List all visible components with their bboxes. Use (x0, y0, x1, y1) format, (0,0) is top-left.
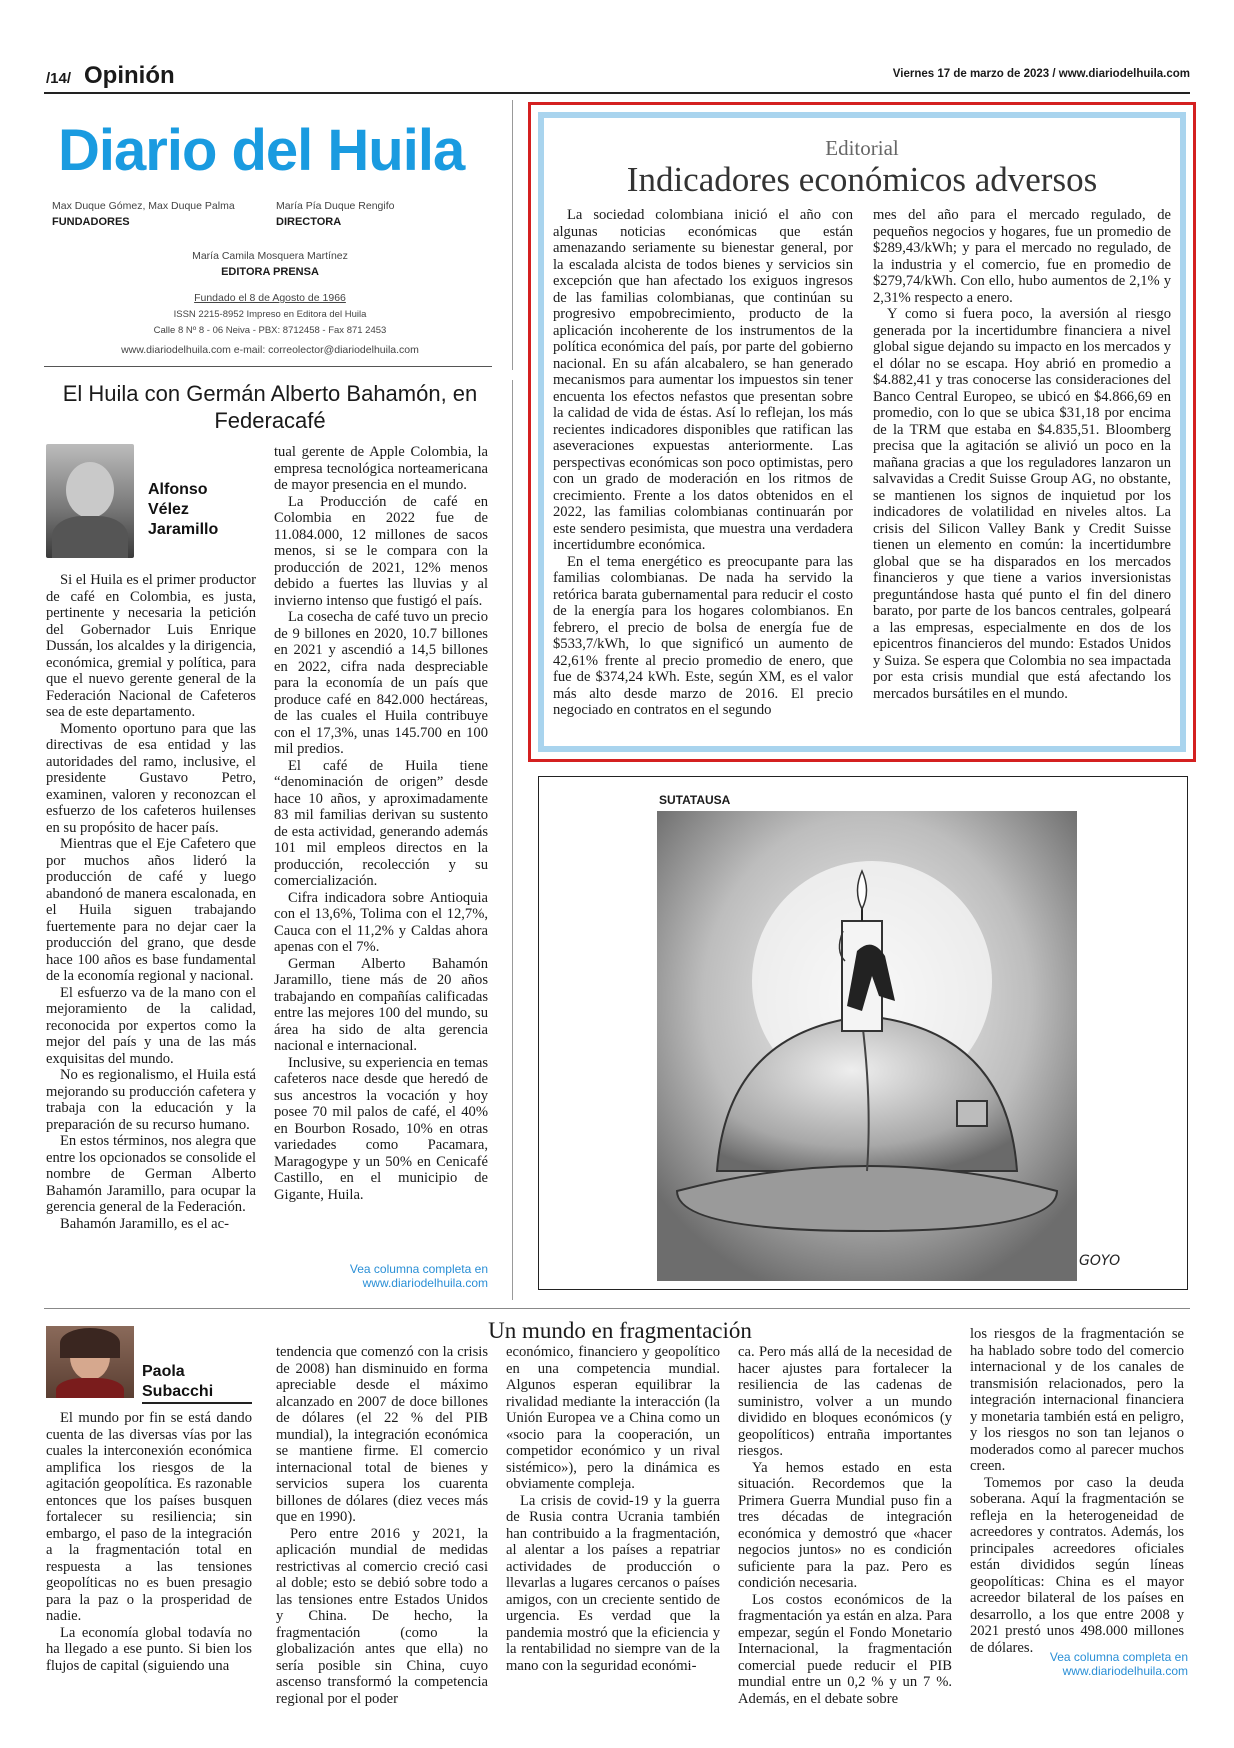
founders-names: Max Duque Gómez, Max Duque Palma (52, 200, 235, 212)
paragraph: Cifra indicadora sobre Antioquia con el 13,6%, Tolima con el 12,7%, Cauca con el 11,2% y Caldas ahora apenas con el 7%. (274, 889, 488, 955)
column-title: Un mundo en fragmentación (488, 1318, 752, 1343)
column2-text-3 (506, 1344, 720, 1674)
paragraph: Inclusive, su experiencia en temas cafeteros nace desde que heredó de sus ancestros la vocación y hoy posee 70 mil palos de café, el 40% en Bourbon Rosado, 10% en otras variedades como Pacamara, Maragogype y un 50% en Cenicafé Castillo, en el municipio de Gigante, Huila. (274, 1054, 488, 1203)
masthead-rule (44, 366, 492, 367)
read-more-link[interactable]: Vea columna completa en www.diariodelhuila.com (1049, 1650, 1188, 1678)
editorial-column-2 (873, 207, 1171, 702)
paragraph: mes del año para el mercado regulado, de pequeños negocios y hogares, fue un promedio de $289,43/kWh; y para el mercado no regulado, de la industria y el comercio, fue en promedio de $279,74/kWh. Con ello, hubo aumentos de 2,1% y 2,31% respecto a enero. (873, 207, 1171, 306)
cartoonist-signature: GOYO (1079, 1253, 1121, 1269)
cartoon-frame (538, 776, 1188, 1290)
paragraph: ca. Pero más allá de la necesidad de hacer ajustes para fortalecer la resiliencia de las cadenas de suministro, volver a un mundo dividido en bloques económicos (y geopolíticos) entraña importantes riesgos. (738, 1344, 952, 1459)
paragraph: En el tema energético es preocupante para las familias colombianas. De nada ha servido la retórica barata gubernamental para reducir el costo de la energía para los hogares colombianos. En febrero, el precio de bolsa de energía fue de $533,7/kWh, lo que significó un aumento de 42,61% frente al precio promedio de enero, que fue de $374,24 kWh. Este, según XM, es el valor más alto desde marzo de 2016. El precio negociado en contratos en el segundo (553, 553, 853, 718)
paragraph: los riesgos de la fragmentación se ha hablado sobre todo del comercio internacional y de los canales de transmisión relacionados, pero la integración internacional financiera y monetaria también está en peligro, y los riesgos no son tan lejanos o moderados como al parecer muchos creen. (970, 1326, 1184, 1474)
column2-text-2 (276, 1344, 488, 1707)
paragraph: No es regionalismo, el Huila está mejorando su producción cafetera y trabaja con la educación y la preparación de su recurso humano. (46, 1067, 256, 1133)
paragraph: La cosecha de café tuvo un precio de 9 billones en 2020, 10.7 billones en 2021 y ascendió a 14,5 billones en 2022, cifra nada despreciable para la economía de un país que produce café en 842.000 hectáreas, de las cuales el Huila contribuye con el 17,3%, unas 145.700 en 100 mil predios. (274, 609, 488, 757)
cartoon-label: SUTATAUSA (659, 793, 731, 807)
section-rule (44, 1308, 1190, 1309)
page-number: /14/ (46, 70, 72, 87)
paragraph: La sociedad colombiana inició el año con algunas noticias económicas que están amenazando seriamente su bienestar general, por la escalada alcista de todos bienes y servicios sin excepción que han afectado los exiguos ingresos de las familias colombianas, que continúan su progresivo empobrecimiento, producto de la aplicación incoherente de los instrumentos de la política económica del país, por parte del gobierno nacional. En su afán alcabalero, se han generado mecanismos para aumentar los impuestos sin tener encuenta los efectos nefastos que presentan sobre la calidad de vida de éstas. Así lo reflejan, los más recientes indicadores disponibles que ratifican las aseveraciones expuestas anteriormente. Las perspectivas económicas son poco optimistas, pero con un grado de moderación en los ritmos de crecimiento. Frente a los datos obtenidos en el 2022, las familias colombianas continuarán por este sendero pesimista, que muestra una verdadera incertidumbre económica. (553, 207, 853, 553)
column1-text-a (46, 572, 256, 1232)
paragraph: La economía global todavía no ha llegado a ese punto. Si bien los flujos de capital (siguiendo una (46, 1624, 252, 1674)
header-rule (44, 92, 1190, 94)
paragraph: En estos términos, nos alegra que entre los opcionados se consolide el nombre de German Alberto Bahamón Jaramillo, para ocupar la gerencia general de la Federación. (46, 1133, 256, 1215)
editorial-column-1 (553, 207, 853, 719)
paragraph: El esfuerzo va de la mano con el mejoramiento de la calidad, reconocida por expertos como la mejor del país y una de las más exquisitas del mundo. (46, 984, 256, 1067)
cartoon-illustration (657, 811, 1077, 1281)
director-label: DIRECTORA (276, 216, 342, 228)
date-site: Viernes 17 de marzo de 2023 / www.diariodelhuila.com (892, 68, 1190, 80)
contact: www.diariodelhuila.com e-mail: correolector@diariodelhuila.com (121, 344, 419, 356)
column-title: El Huila con Germán Alberto Bahamón, en Federacafé (62, 381, 478, 433)
paragraph: Ya hemos estado en esta situación. Recordemos que la Primera Guerra Mundial puso fin a tres décadas de integración económica y demostró que «hacer negocios juntos» no es condición suficiente para la paz. Pero es condición necesaria. (738, 1459, 952, 1591)
paragraph: Pero entre 2016 y 2021, la aplicación mundial de medidas restrictivas al comercio creció casi al doble; esto se debió sobre todo a las tensiones entre Estados Unidos y China. De hecho, la fragmentación (como la globalización antes que ella) no sería posible sin China, cuyo ascenso transformó la competencia regional por el poder (276, 1525, 488, 1707)
section-title: Opinión (84, 62, 175, 89)
column1-text-b (274, 444, 488, 1203)
paragraph: Mientras que el Eje Cafetero que por muchos años lideró la producción de café y luego abandonó de manera escalonada, en el Huila siguen trabajando fuertemente para no dejar caer la producción del grano, que desde hace 100 años es base fundamental de la economía regional y nacional. (46, 836, 256, 984)
founders-label: FUNDADORES (52, 216, 130, 228)
paragraph: Si el Huila es el primer productor de café en Colombia, es justa, pertinente y necesaria la petición del Gobernador Luis Enrique Dussán, los alcaldes y la dirigencia, económica, gremial y política, para que el nuevo gerente general de la Federación Nacional de Cafeteros sea de este departamento. (46, 572, 256, 720)
column2-text-1 (46, 1410, 252, 1674)
masthead-divider (512, 100, 513, 370)
founded-date: Fundado el 8 de Agosto de 1966 (194, 292, 346, 304)
author-photo (46, 1326, 134, 1398)
paragraph: El café de Huila tiene “denominación de origen” desde hace 10 años, y aproximadamente 83 mil familias derivan su sustento de esta actividad, generando además 101 mil empleos directos en la producción, recolección y su comercialización. (274, 757, 488, 889)
address: Calle 8 Nº 8 - 06 Neiva - PBX: 8712458 - Fax 871 2453 (153, 325, 387, 336)
paragraph: La Producción de café en Colombia en 2022 fue de 11.084.000, 12 millones de sacos menos, si se le compara con la producción de 2021, 12% menos debido a fuertes las lluvias y al invierno intenso que fustigó el país. (274, 493, 488, 609)
editorial-title: Indicadores económicos adversos (626, 160, 1098, 199)
paragraph: tendencia que comenzó con la crisis de 2008) han disminuido en forma apreciable desde el máximo alcanzado en 2007 de doce billones de dólares (el 22 % del PIB mundial), la integración económica se mantiene firme. El comercio internacional total de bienes y servicios supera los cuarenta billones de dólares (diez veces más que en 1990). (276, 1344, 488, 1525)
director-name: María Pía Duque Rengifo (276, 200, 395, 212)
author-name: Alfonso Vélez Jaramillo (148, 481, 219, 538)
paragraph: El mundo por fin se está dando cuenta de las diversas vías por las cuales la interconexión económica amplifica los riesgos de la agitación geopolítica. Es razonable entonces que los países busquen fortalecer su resiliencia; sin embargo, el paso de la integración a la fragmentación total en respuesta a las tensiones geopolíticas no es buen presagio para la paz o la prosperidad de nadie. (46, 1410, 252, 1624)
editor-label: EDITORA PRENSA (221, 266, 319, 278)
editorial-kicker: Editorial (825, 136, 899, 160)
column-divider (512, 380, 513, 1300)
paragraph: Y como si fuera poco, la aversión al riesgo generada por la incertidumbre financiera a nivel global sigue dejando su impacto en los mercados y el dólar no se escapa. Hoy abrió en promedio a $4.882,41 y tras conocerse las consideraciones del Banco Central Europeo, se ubicó en $4.866,69 en promedio, con lo que se ubica $31,18 por encima de la TRM que estaba en $4.835,51. Bloomberg precisa que la agitación se alivió un poco en la mañana gracias a que los reguladores lanzaron un salvavidas a Credit Suisse Group AG, no obstante, se mantienen los signos de inquietud por los indicadores de volatilidad en niveles altos. La crisis del Silicon Valley Bank y Credit Suisse tienen un elemento en común: la incertidumbre global que se ha disparados en los mercados financieros y que tiene a varios inversionistas preguntándose hasta qué punto el fin del dinero barato, por parte de los bancos centrales, golpeará a las empresas, especialmente en dos de los epicentros financieros del mundo: Estados Unidos y Suiza. Se espera que Colombia no sea impactada por esta crisis mundial que está afectando los mercados bursátiles en el mundo. (873, 306, 1171, 702)
read-more-link[interactable]: Vea columna completa en www.diariodelhuila.com (349, 1262, 488, 1290)
paragraph: Bahamón Jaramillo, es el ac- (60, 1215, 229, 1232)
paragraph: La crisis de covid-19 y la guerra de Rusia contra Ucrania también han contribuido a la fragmentación, al alentar a los países a repatriar actividades de producción o llevarlas a lugares cercanos o países amigos, con un creciente sentido de urgencia. Es verdad que la pandemia mostró que la eficiencia y la rentabilidad no siempre van de la mano con la seguridad económi- (506, 1492, 720, 1674)
paragraph: tual gerente de Apple Colombia, la empresa tecnológica norteamericana de mayor presencia en el mundo. (274, 444, 488, 493)
paragraph: Los costos económicos de la fragmentación ya están en alza. Para empezar, según el Fondo Monetario Internacional, la fragmentación comercial puede reducir el PIB mundial entre un 0,2 % y un 7 %. Además, en el debate sobre (738, 1591, 952, 1707)
paragraph: Tomemos por caso la deuda soberana. Aquí la fragmentación se refleja en la heterogeneidad de acreedores y contratos. Además, los principales acreedores oficiales están divididos según líneas geopolíticas: China es el mayor acreedor bilateral de los países en desarrollo, a los que entre 2008 y 2021 prestó unos 498.000 millones de dólares. (970, 1474, 1184, 1656)
author-name: Paola Subacchi (142, 1362, 252, 1404)
newspaper-logo: Diario del Huila (58, 118, 465, 183)
author-photo (46, 444, 134, 558)
paragraph: económico, financiero y geopolítico en una competencia mundial. Algunos esperan equilibrar la rivalidad mediante la interacción (la Unión Europea ve a China como un «socio para la cooperación, un competidor económico y un rival sistémico»), pero la dinámica es obviamente compleja. (506, 1344, 720, 1492)
paragraph: German Alberto Bahamón Jaramillo, tiene más de 20 años trabajando en compañías calificadas entre las mejores 100 del mundo, su área ha sido de alta gerencia nacional e internacional. (274, 955, 488, 1054)
editor-name: María Camila Mosquera Martínez (192, 250, 348, 262)
issn: ISSN 2215-8952 Impreso en Editora del Huila (173, 309, 367, 320)
paragraph: Momento oportuno para que las directivas de esa entidad y las autoridades del ramo, inclusive, el presidente Gustavo Petro, examinen, valoren y reconozcan el esfuerzo de los cafeteros huilenses en su propósito de hacer país. (46, 720, 256, 836)
column2-text-4 (738, 1344, 952, 1707)
column2-text-5 (970, 1326, 1184, 1656)
